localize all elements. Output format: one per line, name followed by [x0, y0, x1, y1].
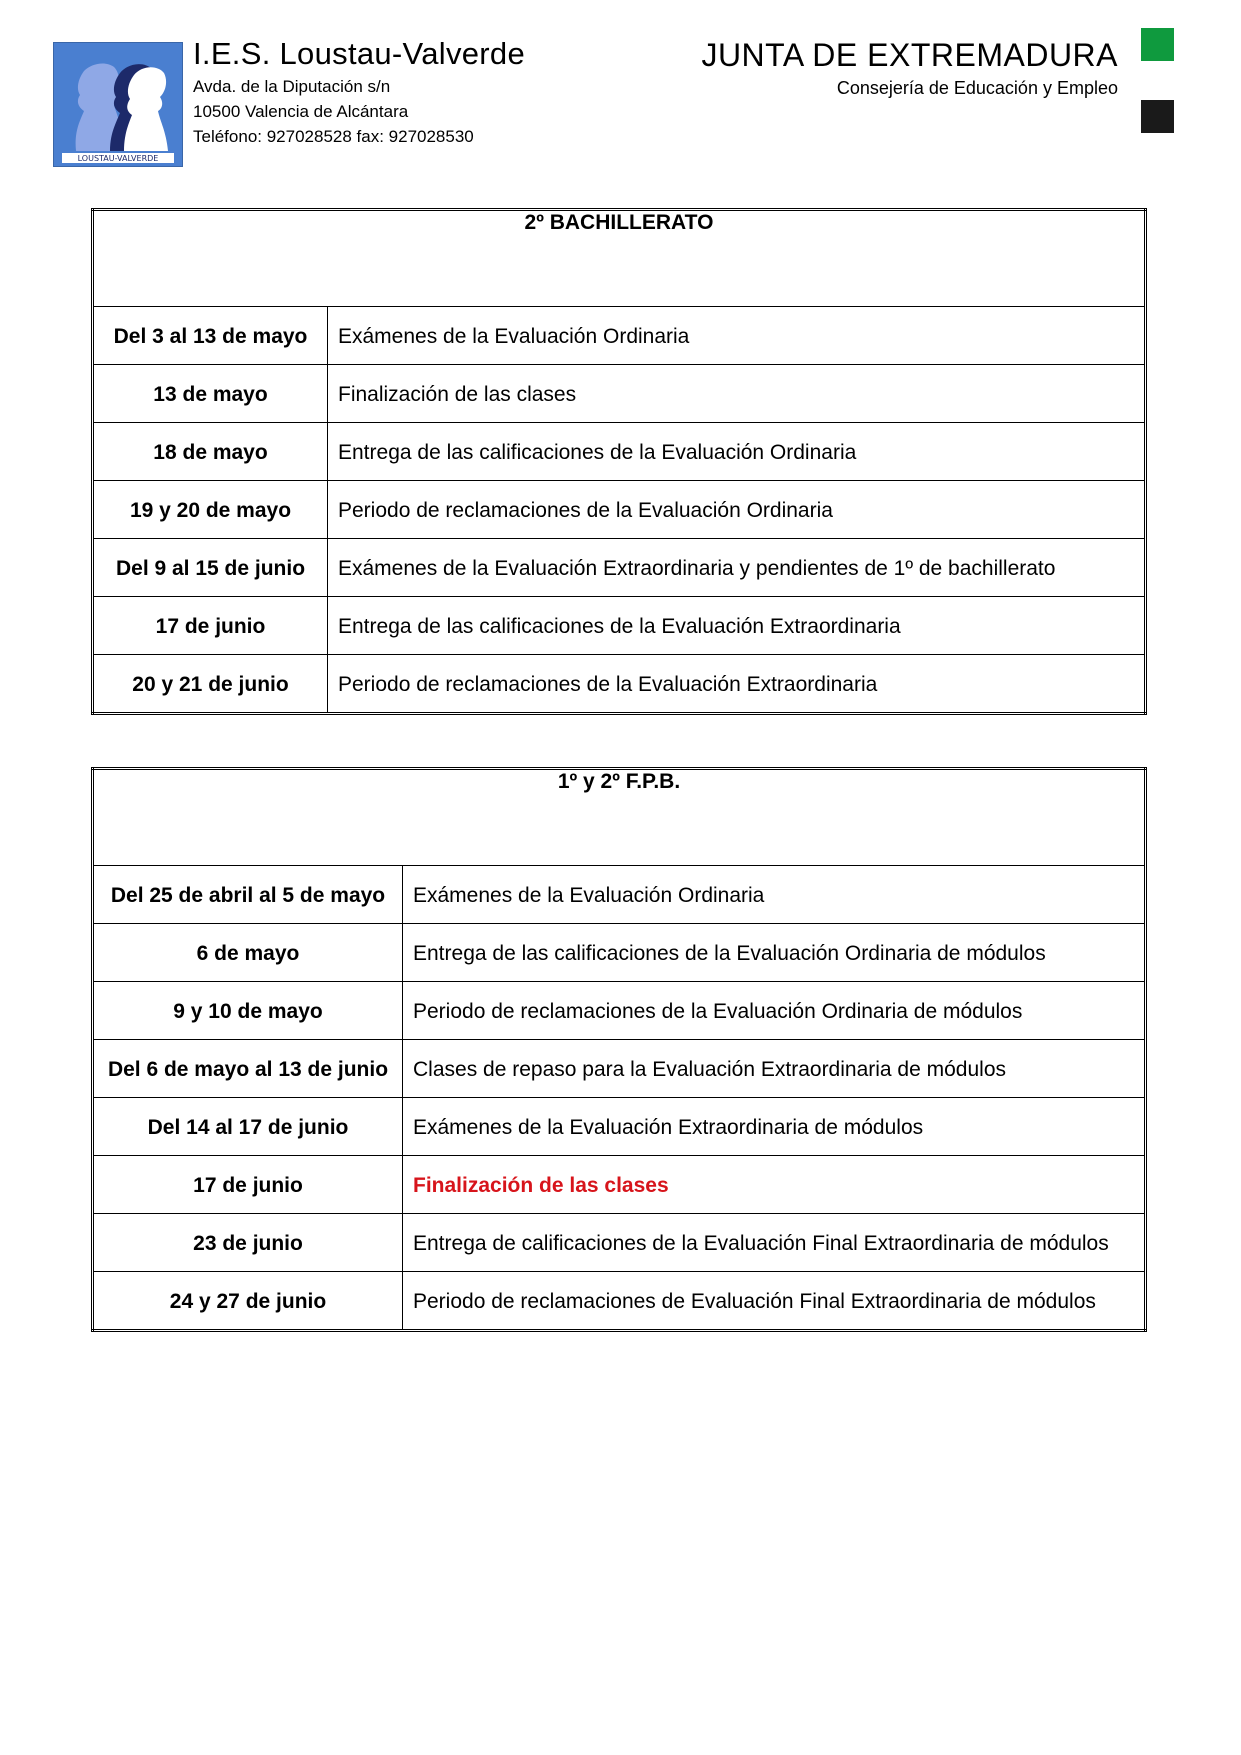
table-title: 2º BACHILLERATO — [93, 210, 1146, 307]
profiles-icon — [54, 43, 182, 166]
row-date: 13 de mayo — [93, 365, 328, 423]
row-date: Del 3 al 13 de mayo — [93, 307, 328, 365]
row-date: 19 y 20 de mayo — [93, 481, 328, 539]
table-title-row — [93, 769, 1146, 866]
row-date: Del 6 de mayo al 13 de junio — [93, 1040, 403, 1098]
row-description: Exámenes de la Evaluación Ordinaria — [403, 866, 1146, 924]
table-row — [93, 866, 1146, 924]
row-description: Periodo de reclamaciones de Evaluación Final Extraordinaria de módulos — [403, 1272, 1146, 1331]
table-title: 1º y 2º F.P.B. — [93, 769, 1146, 866]
school-info — [193, 34, 525, 149]
row-date: 9 y 10 de mayo — [93, 982, 403, 1040]
table-row — [93, 1040, 1146, 1098]
table-title-row — [93, 210, 1146, 307]
table-row — [93, 481, 1146, 539]
junta-name: JUNTA DE EXTREMADURA — [701, 37, 1118, 73]
table-row — [93, 307, 1146, 365]
row-description: Entrega de las calificaciones de la Evaluación Ordinaria — [328, 423, 1146, 481]
logo-banner-text: LOUSTAU-VALVERDE — [77, 154, 159, 163]
table-row — [93, 597, 1146, 655]
row-description-highlighted: Finalización de las clases — [403, 1156, 1146, 1214]
row-description: Entrega de las calificaciones de la Evaluación Extraordinaria — [328, 597, 1146, 655]
row-description: Entrega de las calificaciones de la Evaluación Ordinaria de módulos — [403, 924, 1146, 982]
row-date: 23 de junio — [93, 1214, 403, 1272]
green-square — [1141, 28, 1174, 61]
school-phone: Teléfono: 927028528 fax: 927028530 — [193, 127, 474, 146]
row-date: Del 14 al 17 de junio — [93, 1098, 403, 1156]
table-row — [93, 423, 1146, 481]
row-date: Del 25 de abril al 5 de mayo — [93, 866, 403, 924]
black-square — [1141, 100, 1174, 133]
table-row — [93, 982, 1146, 1040]
row-date: 6 de mayo — [93, 924, 403, 982]
junta-department: Consejería de Educación y Empleo — [836, 78, 1118, 98]
table-row — [93, 1214, 1146, 1272]
row-description: Entrega de calificaciones de la Evaluación Final Extraordinaria de módulos — [403, 1214, 1146, 1272]
table-row — [93, 1272, 1146, 1331]
row-description: Periodo de reclamaciones de la Evaluación Extraordinaria — [328, 655, 1146, 714]
school-name: I.E.S. Loustau-Valverde — [193, 36, 526, 71]
row-date: 20 y 21 de junio — [93, 655, 328, 714]
table-row — [93, 1156, 1146, 1214]
row-date: 17 de junio — [93, 597, 328, 655]
row-description: Exámenes de la Evaluación Extraordinaria de módulos — [403, 1098, 1146, 1156]
table-row — [93, 539, 1146, 597]
school-address: Avda. de la Diputación s/n — [193, 77, 391, 96]
row-description: Clases de repaso para la Evaluación Extraordinaria de módulos — [403, 1040, 1146, 1098]
row-description: Periodo de reclamaciones de la Evaluación Ordinaria — [328, 481, 1146, 539]
row-date: 18 de mayo — [93, 423, 328, 481]
school-logo — [53, 42, 183, 167]
row-date: 17 de junio — [93, 1156, 403, 1214]
table-row — [93, 1098, 1146, 1156]
school-city: 10500 Valencia de Alcántara — [193, 102, 409, 121]
table-row — [93, 924, 1146, 982]
row-description: Periodo de reclamaciones de la Evaluación Ordinaria de módulos — [403, 982, 1146, 1040]
row-date: Del 9 al 15 de junio — [93, 539, 328, 597]
bachillerato-table — [91, 208, 1147, 715]
row-description: Finalización de las clases — [328, 365, 1146, 423]
row-description: Exámenes de la Evaluación Extraordinaria y pendientes de 1º de bachillerato — [328, 539, 1146, 597]
row-description: Exámenes de la Evaluación Ordinaria — [328, 307, 1146, 365]
table-row — [93, 655, 1146, 714]
table-row — [93, 365, 1146, 423]
junta-header — [701, 34, 1118, 100]
fpb-table — [91, 767, 1147, 1332]
row-date: 24 y 27 de junio — [93, 1272, 403, 1331]
